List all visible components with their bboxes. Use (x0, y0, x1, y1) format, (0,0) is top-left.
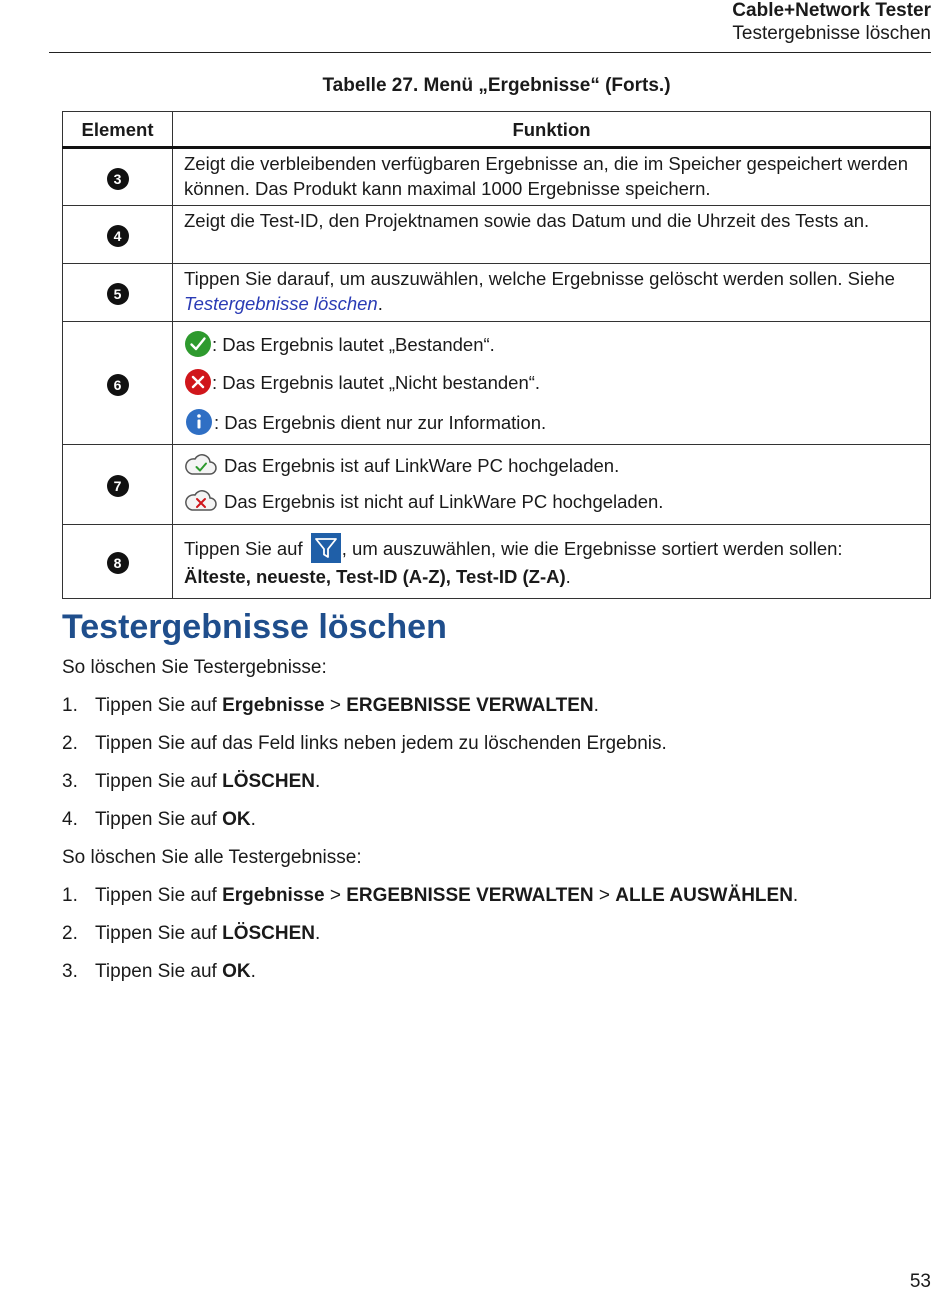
col-element-header: Element (63, 112, 173, 148)
uploaded-text: Das Ergebnis ist auf LinkWare PC hochgeladen. (224, 454, 620, 476)
callout-5: 5 (107, 283, 129, 305)
callout-7: 7 (107, 475, 129, 497)
pass-text: : Das Ergebnis lautet „Bestanden“. (212, 333, 495, 355)
filter-icon[interactable] (311, 533, 341, 563)
section-heading: Testergebnisse löschen (62, 608, 447, 646)
product-name: Cable+Network Tester (732, 0, 931, 21)
list-item: 4. Tippen Sie auf OK. (62, 809, 256, 830)
list-item: 3. Tippen Sie auf LÖSCHEN. (62, 771, 321, 792)
callout-8: 8 (107, 552, 129, 574)
cloud-uploaded-icon (184, 452, 218, 478)
list-item: 2. Tippen Sie auf LÖSCHEN. (62, 923, 321, 944)
col-funktion-header: Funktion (173, 112, 931, 148)
row5-text: Tippen Sie darauf, um auszuwählen, welche Ergebnisse gelöscht werden sollen. Siehe (184, 268, 895, 289)
sort-options: Älteste, neueste, Test-ID (A-Z), Test-ID (Z-A) (184, 566, 566, 587)
table-row (63, 322, 931, 445)
table-header-row (63, 112, 931, 148)
row4-text: Zeigt die Test-ID, den Projektnamen sowie das Datum und die Uhrzeit des Tests an. (173, 206, 931, 264)
callout-6: 6 (107, 374, 129, 396)
results-menu-table (62, 111, 931, 599)
running-header (732, 0, 931, 46)
not-uploaded-text: Das Ergebnis ist nicht auf LinkWare PC hochgeladen. (224, 490, 664, 512)
page-number: 53 (909, 1271, 931, 1292)
table-row (63, 206, 931, 264)
info-icon (184, 407, 214, 437)
callout-3: 3 (107, 168, 129, 190)
table-row: 5 Tippen Sie darauf, um auszuwählen, welche Ergebnisse gelöscht werden sollen. Siehe Testergebnisse löschen. (63, 264, 931, 322)
fail-x-icon (184, 368, 212, 396)
table-row: 8 Tippen Sie auf , um auszuwählen, wie die Ergebnisse sortiert werden sollen: Älteste, neueste, Test-ID (A-Z), Test-ID (Z-A). (63, 525, 931, 599)
info-text: : Das Ergebnis dient nur zur Information. (214, 411, 547, 433)
header-section-title: Testergebnisse löschen (732, 23, 931, 44)
list-item: 1. Tippen Sie auf Ergebnisse > ERGEBNISSE VERWALTEN > ALLE AUSWÄHLEN. (62, 885, 799, 906)
row3-text: Zeigt die verbleibenden verfügbaren Ergebnisse an, die im Speicher gespeichert werden können. Das Produkt kann maximal 1000 Ergebnisse speichern. (173, 148, 931, 206)
intro-delete-results: So löschen Sie Testergebnisse: (62, 657, 327, 678)
pass-check-icon (184, 330, 212, 358)
list-item: 2. Tippen Sie auf das Feld links neben jedem zu löschenden Ergebnis. (62, 733, 667, 754)
intro-delete-all-results: So löschen Sie alle Testergebnisse: (62, 847, 362, 868)
list-item: 1. Tippen Sie auf Ergebnisse > ERGEBNISSE VERWALTEN. (62, 695, 599, 716)
table-row (63, 148, 931, 206)
header-rule (49, 52, 931, 53)
table-row (63, 445, 931, 525)
callout-4: 4 (107, 225, 129, 247)
cloud-not-uploaded-icon (184, 488, 218, 514)
table-caption: Tabelle 27. Menü „Ergebnisse“ (Forts.) (322, 75, 671, 96)
fail-text: : Das Ergebnis lautet „Nicht bestanden“. (212, 371, 541, 393)
list-item: 3. Tippen Sie auf OK. (62, 961, 256, 982)
link-testergebnisse-loeschen[interactable]: Testergebnisse löschen (184, 293, 378, 314)
